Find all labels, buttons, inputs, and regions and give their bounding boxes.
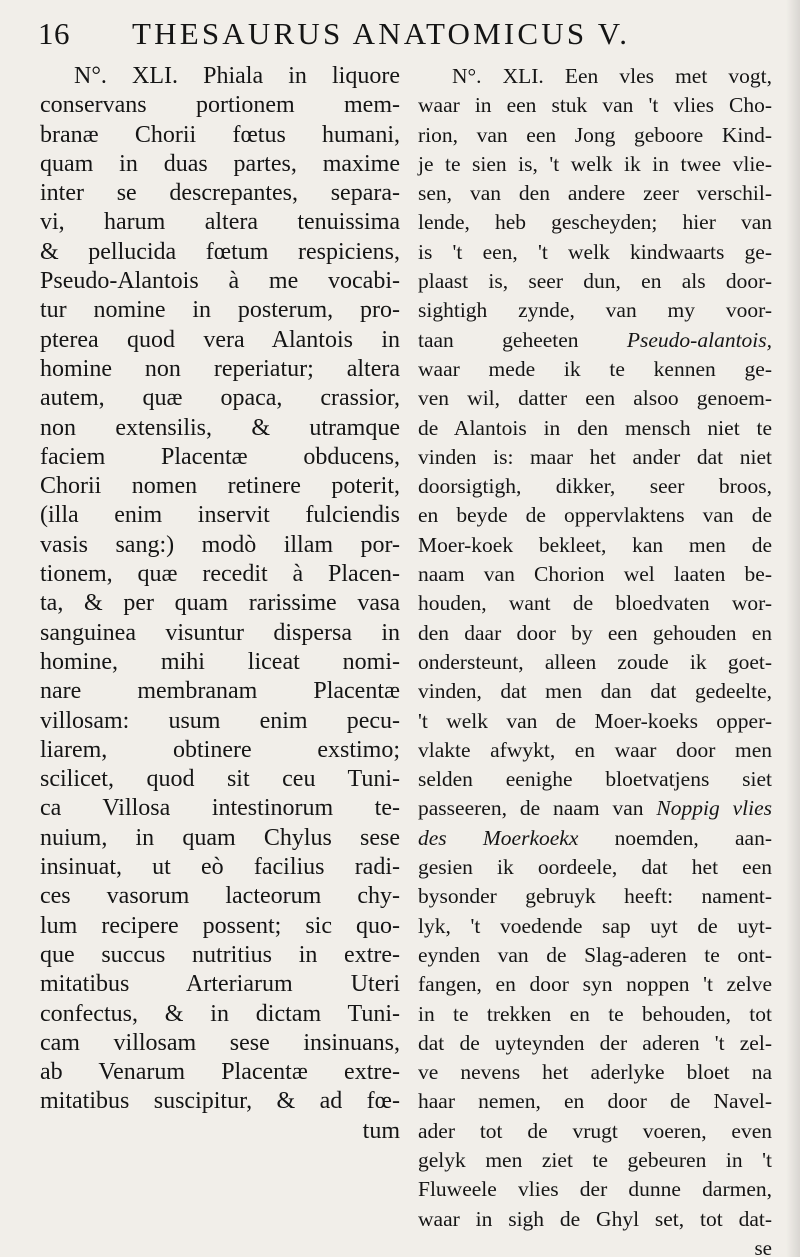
text-line: lende, heb gescheyden; hier van xyxy=(418,210,772,235)
text-line: tum xyxy=(362,1117,400,1144)
text-line: waar in een stuk van 't vlies Cho- xyxy=(418,93,772,118)
text-line: nare membranam Placentæ xyxy=(40,678,400,705)
text-line: nuium, in quam Chylus sese xyxy=(40,824,400,851)
text-line: vlakte afwykt, en waar door men xyxy=(418,737,772,762)
text-line: gesien ik oordeele, dat het een xyxy=(418,855,772,880)
text-line: bysonder gebruyk heeft: nament- xyxy=(418,884,772,909)
text-line: villosam: usum enim pecu- xyxy=(40,707,400,734)
text-line: que succus nutritius in extre- xyxy=(40,941,400,968)
text-line: ces vasorum lacteorum chy- xyxy=(40,883,400,910)
text-line: non extensilis, & utramque xyxy=(40,414,400,441)
catchword: se xyxy=(754,1235,772,1257)
text-line: je te sien is, 't welk ik in twee vlie- xyxy=(418,151,772,176)
text-line: en beyde de oppervlaktens van de xyxy=(418,503,772,528)
text-line: de Alantois in den mensch niet te xyxy=(418,415,772,440)
text-line: plaast is, seer dun, en als door- xyxy=(418,269,772,294)
text-line xyxy=(418,824,772,853)
text-line: doorsigtigh, dikker, seer broos, xyxy=(418,474,772,499)
text-line: homine, mihi liceat nomi- xyxy=(40,648,400,675)
text-line: quam in duas partes, maxime xyxy=(40,150,400,177)
text-line: mitatibus suscipitur, & ad fœ- xyxy=(40,1088,400,1115)
text-line: cam villosam sese insinuans, xyxy=(40,1029,400,1056)
text-line: vinden is: maar het ander dat niet xyxy=(418,444,772,469)
text-line: ta, & per quam rarissime vasa xyxy=(40,590,400,617)
text-line: eynden van de Slag-aderen te ont- xyxy=(418,942,772,967)
text-line: confectus, & in dictam Tuni- xyxy=(40,1000,400,1027)
text-run: noemden, aan- xyxy=(614,825,772,850)
italic-term: des Moerkoekx xyxy=(418,825,579,850)
text-line: liarem, obtinere exstimo; xyxy=(40,736,400,763)
dutch-column xyxy=(418,62,772,1257)
text-line: dat de uyteynden der aderen 't zel- xyxy=(418,1030,772,1055)
text-line: insinuat, ut eò facilius radi- xyxy=(40,854,400,881)
text-line: gelyk men ziet te gebeuren in 't xyxy=(418,1147,772,1172)
text-line: naam van Chorion wel laaten be- xyxy=(418,562,772,587)
running-title: THESAURUS ANATOMICUS V. xyxy=(132,16,631,51)
text-line: & pellucida fœtum respiciens, xyxy=(40,238,400,265)
text-line: fangen, en door syn noppen 't zelve xyxy=(418,972,772,997)
text-line: autem, quæ opaca, crassior, xyxy=(40,385,400,412)
text-line: pterea quod vera Alantois in xyxy=(40,326,400,353)
text-line: sen, van den andere zeer verschil- xyxy=(418,181,772,206)
text-line: ca Villosa intestinorum te- xyxy=(40,795,400,822)
text-line: haar nemen, en door de Navel- xyxy=(418,1089,772,1114)
text-line: homine non reperiatur; altera xyxy=(40,355,400,382)
text-line: vasis sang:) modò illam por- xyxy=(40,531,400,558)
text-line: scilicet, quod sit ceu Tuni- xyxy=(40,766,400,793)
text-line: Fluweele vlies der dunne darmen, xyxy=(418,1177,772,1202)
text-line: N°. XLI. Phiala in liquore xyxy=(74,63,400,89)
text-line: tionem, quæ recedit à Placen- xyxy=(40,561,400,588)
text-line: waar mede ik te kennen ge- xyxy=(418,356,772,381)
text-run: passeeren, de naam van xyxy=(418,796,644,821)
running-head xyxy=(38,14,768,58)
page-number: 16 xyxy=(38,16,70,51)
text-line: waar in sigh de Ghyl set, tot dat- xyxy=(418,1206,772,1231)
text-line: is 't een, 't welk kindwaarts ge- xyxy=(418,239,772,264)
text-line: ondersteunt, alleen zoude ik goet- xyxy=(418,649,772,674)
text-line: ven wil, datter een alsoo genoem- xyxy=(418,386,772,411)
text-line: vi, harum altera tenuissima xyxy=(40,209,400,236)
latin-column xyxy=(40,62,400,1146)
text-line: N°. XLI. Een vles met vogt, xyxy=(452,64,772,88)
text-line: faciem Placentæ obducens, xyxy=(40,443,400,470)
text-line: ve nevens het aderlyke bloet na xyxy=(418,1060,772,1085)
text-line: ader tot de vrugt voeren, even xyxy=(418,1118,772,1143)
text-line: tur nomine in posterum, pro- xyxy=(40,297,400,324)
text-line: 't welk van de Moer-koeks opper- xyxy=(418,708,772,733)
text-line: den daar door by een gehouden en xyxy=(418,620,772,645)
text-line: selden eenighe bloetvatjens siet xyxy=(418,767,772,792)
text-line: houden, want de bloedvaten wor- xyxy=(418,591,772,616)
text-line: inter se descrepantes, separa- xyxy=(40,180,400,207)
text-line: mitatibus Arteriarum Uteri xyxy=(40,971,400,998)
text-line: Pseudo-Alantois à me vocabi- xyxy=(40,268,400,295)
text-line: vinden, dat men dan dat gedeelte, xyxy=(418,679,772,704)
text-line: Chorii nomen retinere poterit, xyxy=(40,473,400,500)
text-run: taan geheeten xyxy=(418,327,579,352)
text-line: sanguinea visuntur dispersa in xyxy=(40,619,400,646)
text-line: branæ Chorii fœtus humani, xyxy=(40,121,400,148)
text-line: Moer-koek bekleet, kan men de xyxy=(418,532,772,557)
italic-term: Pseudo-alantois, xyxy=(626,327,773,352)
text-line: rion, van een Jong geboore Kind- xyxy=(418,122,772,147)
text-line: lyk, 't voedende sap uyt de uyt- xyxy=(418,913,772,938)
text-line: sightigh zynde, van my voor- xyxy=(418,298,772,323)
text-line: lum recipere possent; sic quo- xyxy=(40,912,400,939)
italic-term: Noppig vlies xyxy=(656,796,772,821)
text-line: in te trekken en te behouden, tot xyxy=(418,1001,772,1026)
text-line: conservans portionem mem- xyxy=(40,92,400,119)
text-line xyxy=(418,326,772,355)
text-line xyxy=(418,794,772,823)
text-line: (illa enim inservit fulciendis xyxy=(40,502,400,529)
text-line: ab Venarum Placentæ extre- xyxy=(40,1059,400,1086)
